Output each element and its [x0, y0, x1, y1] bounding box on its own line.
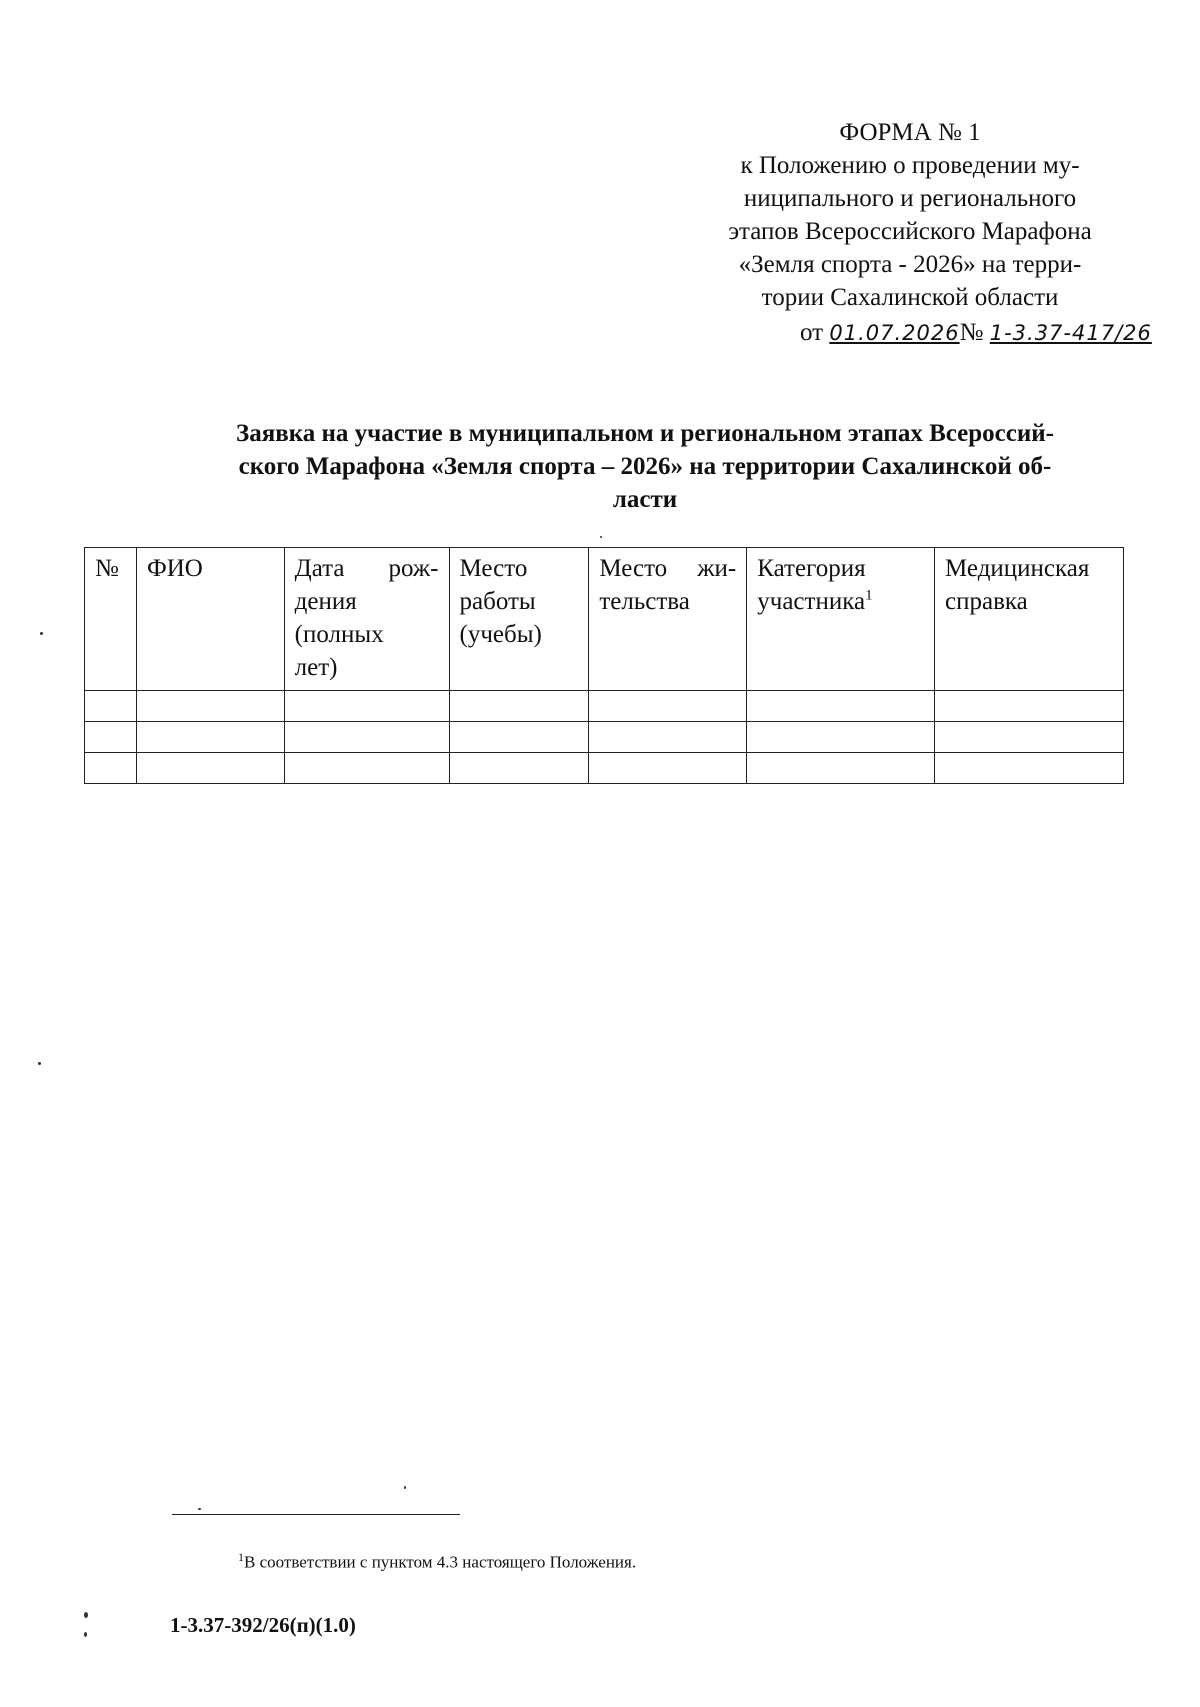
table-cell[interactable] [284, 753, 449, 784]
footnote-text: В соответствии с пунктом 4.3 настоящего Положения. [244, 1552, 637, 1572]
column-header-number: № [85, 548, 137, 691]
application-table [84, 547, 1124, 784]
title-line: ского Марафона «Земля спорта – 2026» на территории Сахалинской об- [238, 453, 1052, 480]
table-cell[interactable] [284, 722, 449, 753]
table-cell[interactable] [136, 722, 284, 753]
table-cell[interactable] [284, 691, 449, 722]
table-cell[interactable] [85, 691, 137, 722]
table-cell[interactable] [85, 722, 137, 753]
table-cell[interactable] [935, 753, 1124, 784]
form-header-line: тории Сахалинской области [761, 284, 1059, 311]
scan-speck [198, 1508, 201, 1510]
form-header-line: ниципального и регионального [743, 185, 1077, 212]
table-cell[interactable] [449, 722, 589, 753]
table-row [85, 753, 1124, 784]
column-header-medical: Медицинская справка [935, 548, 1124, 691]
footnote-divider [172, 1514, 460, 1515]
table-cell[interactable] [747, 753, 935, 784]
form-header-line: этапов Всероссийского Марафона [728, 218, 1092, 245]
footnote [238, 1546, 636, 1574]
scan-speck [600, 536, 602, 538]
table-row [85, 691, 1124, 722]
title-line: ласти [612, 486, 678, 513]
form-header-line: «Земля спорта - 2026» на терри- [738, 251, 1082, 278]
table-cell[interactable] [136, 691, 284, 722]
table-cell[interactable] [85, 753, 137, 784]
ref-prefix: от [800, 319, 824, 346]
table-row [85, 722, 1124, 753]
table-cell[interactable] [589, 753, 747, 784]
form-header [690, 116, 1130, 314]
column-header-residence: Место жи- тельства [589, 548, 747, 691]
table-cell[interactable] [589, 722, 747, 753]
title-line: Заявка на участие в муниципальном и региональном этапах Всероссий- [236, 420, 1054, 447]
footnote-mark: 1 [865, 587, 873, 604]
scan-speck [40, 632, 43, 635]
table-cell[interactable] [747, 722, 935, 753]
scan-speck [84, 1612, 88, 1618]
form-header-line: к Положению о проведении му- [740, 152, 1080, 179]
document-code: 1-3.37-392/26(п)(1.0) [170, 1613, 356, 1637]
table-cell[interactable] [449, 691, 589, 722]
table-cell[interactable] [449, 753, 589, 784]
form-title: ФОРМА № 1 [839, 119, 981, 146]
scan-speck [84, 1632, 87, 1637]
scan-speck [404, 1486, 406, 1489]
ref-number-label: № [959, 319, 984, 346]
column-header-workplace: Место работы (учебы) [449, 548, 589, 691]
column-header-category: Категория участника$^1$ [747, 548, 935, 691]
column-header-birth-date: Дата рож- дения (полных лет) [284, 548, 449, 691]
application-title [170, 417, 1120, 516]
table-header-row [85, 548, 1124, 691]
scan-speck [38, 1062, 41, 1065]
table-cell[interactable] [589, 691, 747, 722]
table-cell[interactable] [935, 691, 1124, 722]
table-cell[interactable] [935, 722, 1124, 753]
form-reference [800, 316, 1152, 350]
table-cell[interactable] [747, 691, 935, 722]
table-cell[interactable] [136, 753, 284, 784]
ref-number: 1-3.37-417/26 [989, 321, 1152, 345]
footnote-number: 1 [238, 1550, 244, 1564]
column-header-fio: ФИО [136, 548, 284, 691]
ref-date: 01.07.2026 [829, 321, 960, 345]
